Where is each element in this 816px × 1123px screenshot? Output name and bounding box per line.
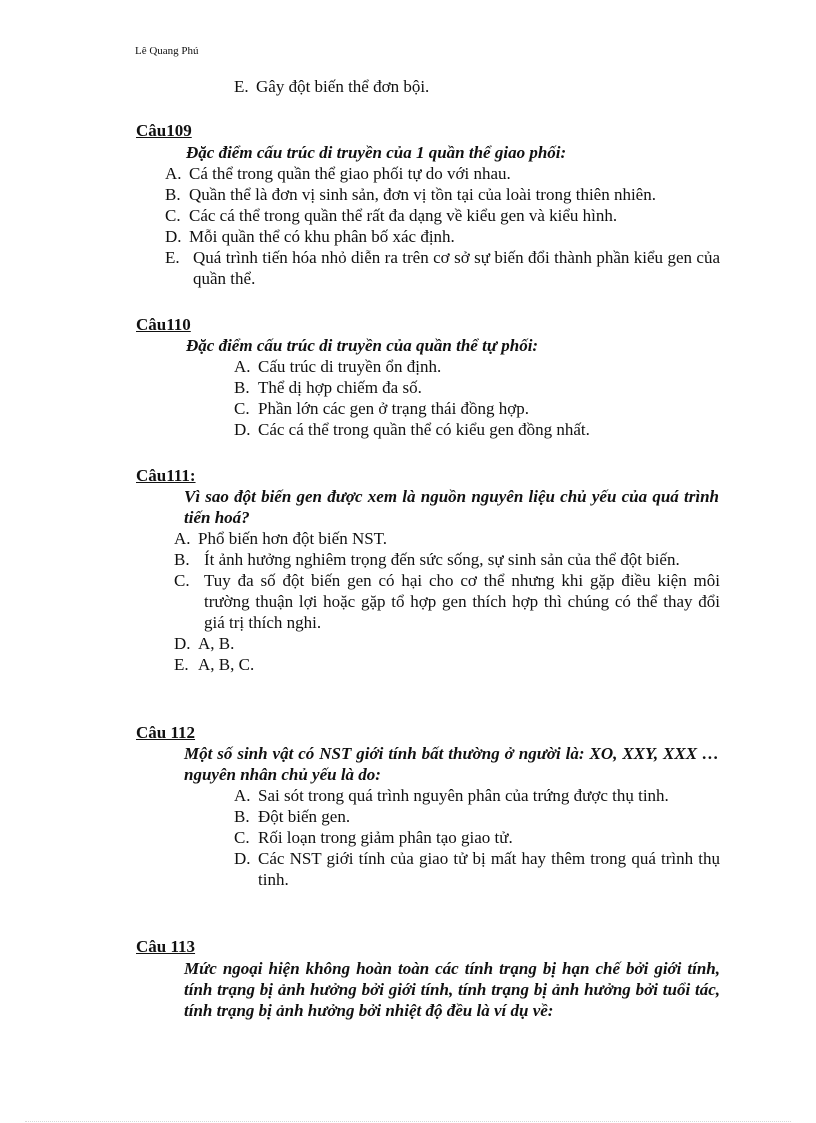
option-text: Rối loạn trong giảm phân tạo giao tử. — [258, 828, 513, 847]
question-stem: Mức ngoại hiện không hoàn toàn các tính trạng bị hạn chế bởi giới tính, tính trạng bị ảnh hưởng bởi giới tính, tính trạng bị ảnh hưởng bởi tuổi tác, tính trạng bị ảnh hưởng bởi nhiệt độ đều là ví dụ về: — [184, 959, 720, 1020]
option-label: E. — [165, 248, 180, 267]
option-label: A. — [165, 164, 182, 183]
option-label: D. — [174, 634, 191, 653]
option-list — [234, 785, 720, 890]
option-label: E. — [174, 655, 189, 674]
option-b — [234, 806, 720, 827]
option-text: A, B. — [198, 634, 235, 653]
option-c — [234, 827, 720, 848]
option-label: E. — [234, 77, 249, 96]
option-label: B. — [174, 550, 190, 569]
option-a — [165, 163, 720, 184]
option-label: A. — [174, 529, 191, 548]
option-text: Các cá thể trong quần thể có kiểu gen đồng nhất. — [258, 420, 590, 439]
option-label: B. — [234, 807, 250, 826]
option-text: Thể dị hợp chiếm đa số. — [258, 378, 422, 397]
option-text: Phổ biến hơn đột biến NST. — [198, 529, 388, 548]
option-b — [174, 549, 720, 570]
option-label: D. — [234, 420, 251, 439]
option-list — [174, 528, 720, 675]
option-list — [234, 356, 720, 440]
option-text: Tuy đa số đột biến gen có hại cho cơ thể nhưng khi gặp điều kiện môi trường thuận lợi hoặc gặp tổ hợp gen thích hợp thì chúng có thể thay đổi giá trị thích nghi. — [204, 571, 720, 632]
option-text: Phần lớn các gen ở trạng thái đồng hợp. — [258, 399, 530, 418]
question-title: Câu 112 — [136, 723, 196, 742]
option-text: Các NST giới tính của giao tử bị mất hay thêm trong quá trình thụ tinh. — [258, 849, 720, 889]
option-e — [234, 76, 714, 97]
option-label: C. — [174, 571, 190, 590]
option-d — [234, 848, 720, 890]
option-c — [174, 570, 720, 633]
option-c — [165, 205, 720, 226]
question-stem: Đặc điểm cấu trúc di truyền của 1 quần thể giao phối: — [186, 143, 567, 162]
option-text: Quần thể là đơn vị sinh sản, đơn vị tồn tại của loài trong thiên nhiên. — [189, 185, 656, 204]
option-label: A. — [234, 357, 251, 376]
option-label: D. — [165, 227, 182, 246]
option-d — [174, 633, 720, 654]
question-stem: Đặc điểm cấu trúc di truyền của quần thể tự phối: — [186, 336, 539, 355]
option-label: C. — [165, 206, 181, 225]
question-title: Câu110 — [136, 315, 191, 334]
option-e — [165, 247, 720, 289]
option-label: D. — [234, 849, 251, 868]
option-text: Cấu trúc di truyền ổn định. — [258, 357, 442, 376]
page-bottom-divider — [25, 1121, 791, 1122]
question-title: Câu 113 — [136, 937, 196, 956]
option-text: Sai sót trong quá trình nguyên phân của trứng được thụ tinh. — [258, 786, 669, 805]
option-b — [165, 184, 720, 205]
option-list — [165, 163, 720, 289]
option-label: B. — [234, 378, 250, 397]
option-label: C. — [234, 399, 250, 418]
option-b — [234, 377, 720, 398]
option-d — [234, 419, 720, 440]
option-a — [234, 356, 720, 377]
option-text: Ít ảnh hưởng nghiêm trọng đến sức sống, sự sinh sản của thể đột biến. — [204, 550, 680, 569]
page-header-author: Lê Quang Phú — [135, 45, 199, 57]
question-title: Câu109 — [136, 121, 192, 140]
option-text: Đột biến gen. — [258, 807, 351, 826]
option-c — [234, 398, 720, 419]
option-text: Cá thể trong quần thể giao phối tự do với nhau. — [189, 164, 511, 183]
option-text: Gây đột biến thể đơn bội. — [256, 77, 430, 96]
option-text: A, B, C. — [198, 655, 255, 674]
option-text: Các cá thể trong quần thể rất đa dạng về kiểu gen và kiểu hình. — [189, 206, 618, 225]
option-label: A. — [234, 786, 251, 805]
option-a — [234, 785, 720, 806]
option-a — [174, 528, 720, 549]
question-stem: Một số sinh vật có NST giới tính bất thường ở người là: XO, XXY, XXX …nguyên nhân chủ yếu là do: — [184, 744, 719, 784]
option-label: C. — [234, 828, 250, 847]
question-stem: Vì sao đột biến gen được xem là nguồn nguyên liệu chủ yếu của quá trình tiến hoá? — [184, 487, 719, 527]
option-label: B. — [165, 185, 181, 204]
option-e — [174, 654, 720, 675]
option-text: Mỗi quần thể có khu phân bố xác định. — [189, 227, 455, 246]
option-d — [165, 226, 720, 247]
question-title: Câu111: — [136, 466, 196, 485]
option-text: Quá trình tiến hóa nhỏ diễn ra trên cơ sở sự biến đổi thành phần kiểu gen của quần thể. — [193, 248, 720, 288]
